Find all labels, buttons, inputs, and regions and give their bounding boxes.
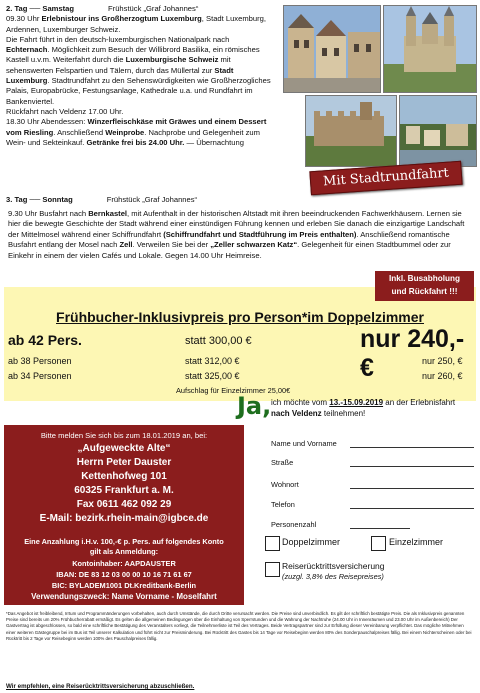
price-title: Frühbucher-Inklusivpreis pro Person*im Doppelzimmer <box>56 309 424 325</box>
pickup-badge <box>375 271 474 301</box>
deposit-line1: Eine Anzahlung i.H.v. 100,-€ p. Pers. auf folgendes Konto <box>24 537 224 546</box>
day3-bold: Bernkastel <box>88 208 128 218</box>
insurance-label: Reiserücktrittsversicherung <box>282 561 385 571</box>
insurance-note: (zuzgl. 3,8% des Reisepreises) <box>282 572 384 581</box>
price-row3-label: ab 34 Personen <box>8 371 72 381</box>
day3-bold: Zell <box>119 240 133 249</box>
city-field[interactable] <box>350 488 474 489</box>
day2-heading-day: 2. Tag <box>6 4 28 13</box>
price-row3-price: nur 260, € <box>422 371 463 381</box>
day3-section <box>6 195 474 261</box>
price-row2-label: ab 38 Personen <box>8 356 72 366</box>
reg-text: an der Erlebnisfahrt <box>383 398 456 407</box>
insurance-recommendation: Wir empfehlen, eine Reiserücktrittsversicherung abzuschließen. <box>6 683 195 690</box>
contact-email[interactable]: E-Mail: bezirk.rhein-main@igbce.de <box>39 513 209 524</box>
day2-section <box>6 4 274 148</box>
day2-text: . Möglichkeit zum Besuch der Willibrord Basilika, ein römisches Kastell u.v.m. Weiterfahrt durch die <box>6 45 260 65</box>
day3-bold: (Schiffrundfahrt und Stadtführung im Preis enthalten) <box>163 229 357 239</box>
day2-bold: Weinprobe <box>105 127 145 137</box>
day2-bold: Echternach <box>6 45 48 55</box>
day2-bold: Winzerfleischkäse mit Gräwes und einem Dessert vom Riesling <box>6 117 267 137</box>
photo-cathedral <box>383 5 477 93</box>
day2-para-1 <box>6 14 274 35</box>
reg-place: nach Veldenz <box>271 408 322 418</box>
day3-heading-day: 3. Tag <box>6 195 28 204</box>
price-row1-statt: statt 300,00 € <box>185 335 252 347</box>
price-row1-label: ab 42 Pers. <box>8 332 82 348</box>
phone-field-label: Telefon <box>271 500 295 509</box>
day2-weekday: Samstag <box>42 4 75 13</box>
day2-heading: 2. Tag ── Samstag <box>6 4 75 13</box>
price-box <box>4 287 476 401</box>
reg-date: 13.-15.09.2019 <box>329 398 384 407</box>
price-surcharge: Aufschlag für Einzelzimmer 25,00€ <box>176 386 291 395</box>
street-field[interactable] <box>350 466 474 467</box>
contact-intro: Bitte melden Sie sich bis zum 18.01.2019 an, bei: <box>40 431 208 440</box>
account-bic: BIC: BYLADEM1001 Dt.Kreditbank-Berlin <box>51 581 197 590</box>
double-room-label: Doppelzimmer <box>282 537 341 547</box>
day3-text: . Gelegenheit für einen Stadtbummel oder zur Einkehr in einem der vielen Cafés und Lokale. Gegen 14.00 Uhr Heimreise. <box>8 240 451 260</box>
day2-text: 18.30 Uhr Abendessen: <box>6 117 88 127</box>
phone-field[interactable] <box>350 508 474 509</box>
day2-text: . Nachprobe und Gelegenheit zum Wein- und Sekteinkauf. <box>6 127 260 147</box>
price-row3-statt: statt 325,00 € <box>185 371 240 381</box>
ja-heading: Ja, <box>237 392 272 420</box>
day2-para-2 <box>6 35 274 107</box>
day2-para-4 <box>6 117 274 148</box>
day2-text: . Stadtrundfahrt zu den Sehenswürdigkeiten wie Großherzogliches Palais, Europabrücke, Festungsanlage, Kathedrale u.a. und Rundfahrt im Bankenviertel. <box>6 76 271 106</box>
day2-time: 09.30 Uhr <box>6 14 42 24</box>
photo-river-town <box>399 95 477 167</box>
day3-heading: 3. Tag ── Sonntag <box>6 195 73 204</box>
insurance-checkbox[interactable] <box>265 562 280 577</box>
day3-text: . Verweilen Sie bei der <box>132 240 211 249</box>
count-field-label: Personenzahl <box>271 520 317 529</box>
day3-text: , mit Aufenthalt in der historischen Altstadt mit ihren beeindruckenden Fachwerkhäusern. Lernen sie hier die bewegte Geschichte der Stadt während einer einstündigen Führung kennen und erleben Sie danach die einzigartige Landschaft der Mittelmosel während einer Schiffrundfahrt <box>8 208 465 239</box>
name-field[interactable] <box>350 447 474 448</box>
pickup-badge-line2: und Rückfahrt !!! <box>391 287 458 296</box>
contact-name: Herrn Peter Dauster <box>76 457 172 468</box>
contact-fax: Fax 0611 462 092 29 <box>76 499 172 510</box>
contact-box <box>4 425 244 605</box>
account-owner: Kontoinhaber: AAPDAUSTER <box>72 559 176 568</box>
day3-breakfast: Frühstück „Graf Johannes“ <box>106 195 198 204</box>
day2-text: — Übernachtung <box>184 137 244 147</box>
street-field-label: Straße <box>271 458 294 467</box>
name-field-label: Name und Vorname <box>271 439 337 448</box>
day3-text: . Anschließend romantische Busfahrt entlang der Mosel nach <box>8 229 450 249</box>
day3-para <box>6 209 474 262</box>
photo-castle-wall <box>305 95 397 167</box>
terms-text: *Das Angebot ist freibleibend, Irrtum und Programmänderungen vorbehalten, auch durch Umstände, die durch Dritte verursacht werden. Die Preise sind unverbindlich. Es gilt der schriftlich bestätigte Preis. Die als Inklusivpreis genannten Preise sind bereits um 20% Frühbucherrabatt ermäßigt. Es gelten die allgemeinen Bedingungen über die Einhaltung von Sperrstunden und die Wahrung der Nachtruhe (24.00 Uhr in Innenräumen und 23.00 Uhr im Außenbereich) Der Gastvertrag ist abgeschlossen, so bald eine schriftliche Bestätigung des Veranstalters vorliegt, die Teilnehmerliste ist Teil des Vertrages. Beide Vertragspartner sind zur Erfüllung dieser Vereinbarung verpflichtet. Das mögliche Mitnehmen einer weiteren Gästegruppe bei im Bus ist Teil unserer Kalkulation und führt nicht zur Preisminderung. Bei Rücktritt des Gastes bis 14 Tage vor Reisebeginn werden 80% des Sonderpauschalpreises fällig. Bei einem Nichterscheinen oder bei Rücktritt bis 2 Tage vor Reisebeginn werden 100% des Pauschalpreises fällig. <box>6 611 472 641</box>
day2-bold: Stadt Luxemburg <box>6 65 234 86</box>
contact-org: „Aufgeweckte Alte“ <box>77 443 171 454</box>
day2-text: Die Fahrt führt in den deutsch-luxemburgischen Nationalpark nach <box>6 34 230 44</box>
reg-text: teilnehmen! <box>321 408 366 418</box>
single-room-label: Einzelzimmer <box>389 537 444 547</box>
price-row2-statt: statt 312,00 € <box>185 356 240 366</box>
pickup-badge-line1: Inkl. Busabholung <box>389 274 460 283</box>
contact-street: Kettenhofweg 101 <box>81 471 167 482</box>
day3-text: 9.30 Uhr Busfahrt nach <box>8 208 89 218</box>
day3-weekday: Sonntag <box>42 195 73 204</box>
city-tour-stamp: Mit Stadtrundfahrt <box>309 161 462 196</box>
account-iban: IBAN: DE 83 12 03 00 00 10 16 71 61 67 <box>56 570 192 579</box>
price-row1-price: nur 240,- € <box>360 325 465 382</box>
day2-tour-rest: , Stadt Luxemburg, Ardennen, Luxemburger Schweiz. <box>6 14 266 34</box>
photo-old-town <box>283 5 381 93</box>
deposit-line2: gilt als Anmeldung: <box>89 547 159 556</box>
day2-tour-title: Erlebnistour ins Großherzogtum Luxemburg <box>41 14 202 24</box>
count-field[interactable] <box>350 528 410 529</box>
registration-text <box>271 398 475 419</box>
day2-breakfast: Frühstück „Graf Johannes“ <box>108 4 199 13</box>
single-room-checkbox[interactable] <box>371 536 386 551</box>
day2-text: . Anschließend <box>53 127 106 137</box>
day3-bold: „Zeller schwarzen Katz“ <box>210 240 298 249</box>
payment-purpose: Verwendungszweck: Name Vorname - Moselfahrt <box>31 592 217 601</box>
reg-text: ich möchte vom <box>271 398 330 407</box>
double-room-checkbox[interactable] <box>265 536 280 551</box>
photo-collage <box>283 5 475 185</box>
contact-city: 60325 Frankfurt a. M. <box>74 485 174 496</box>
city-field-label: Wohnort <box>271 480 299 489</box>
day2-bold: Getränke frei bis 24.00 Uhr. <box>86 137 185 147</box>
day2-text: mit sehenswerten Felspartien und Tälern, durch das Müllertal zur <box>6 55 231 75</box>
price-row2-price: nur 250, € <box>422 356 463 366</box>
day2-return: Rückfahrt nach Veldenz 17.00 Uhr. <box>6 106 124 116</box>
day2-bold: Luxemburgische Schweiz <box>125 55 219 65</box>
